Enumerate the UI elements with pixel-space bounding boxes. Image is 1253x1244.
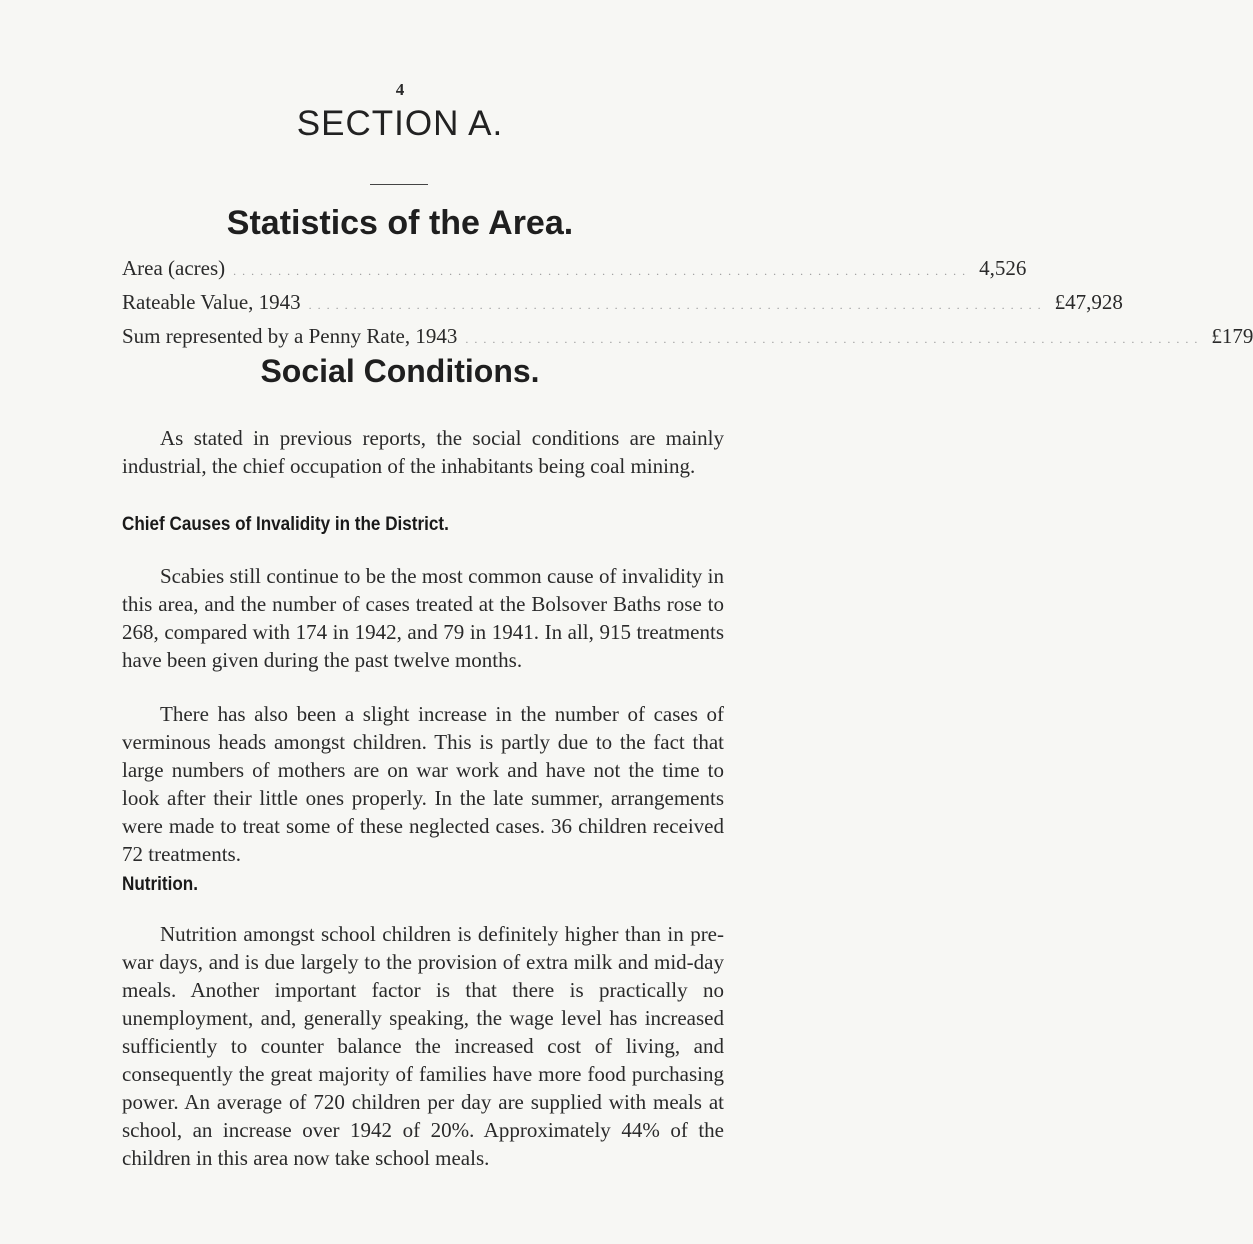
invalidity-heading: Chief Causes of Invalidity in the District. [122,514,449,535]
statistics-heading: Statistics of the Area. [226,204,574,242]
stat-row-rateable-value [122,290,1123,316]
leader-dots: .................................................................................. [308,298,1047,312]
nutrition-heading: Nutrition. [122,874,198,895]
leader-dots: .................................................................................. [465,332,1204,346]
stat-label: Sum represented by a Penny Rate, 1943 [122,324,458,348]
invalidity-paragraph-scabies: Scabies still continue to be the most common cause of invalidity in this area, and the number of cases treated at the Bolsover Baths rose to 268, compared with 174 in 1942, and 79 in 1941. In all, 915 treatments have been given during the past twelve months. [122,564,724,672]
stat-label: Rateable Value, 1943 [122,290,301,314]
section-title: SECTION A. [296,104,504,143]
stat-value: 4,526 [979,256,1027,280]
stat-row-area [122,256,1027,282]
page-number: 4 [395,80,405,99]
stat-label: Area (acres) [122,256,226,280]
nutrition-paragraph: Nutrition amongst school children is definitely higher than in pre-war days, and is due largely to the provision of extra milk and mid-day meals. Another important factor is that there is practically no unemployment, and, generally speaking, the wage level has increased sufficiently to counter balance the increased cost of living, and consequently the great majority of families have more food purchasing power. An average of 720 children per day are supplied with meals at school, an increase over 1942 of 20%. Approximately 44% of the children in this area now take school meals. [122,922,724,1170]
stat-value: £179 [1211,324,1253,348]
divider-rule [370,184,428,185]
stat-row-penny-rate [122,324,1253,350]
social-conditions-heading: Social Conditions. [260,353,540,389]
social-conditions-paragraph: As stated in previous reports, the social conditions are mainly industrial, the chief occupation of the inhabitants being coal mining. [122,426,724,478]
invalidity-paragraph-verminous: There has also been a slight increase in the number of cases of verminous heads amongst children. This is partly due to the fact that large numbers of mothers are on war work and have not the time to look after their little ones properly. In the late summer, arrangements were made to treat some of these neglected cases. 36 children received 72 treatments. [122,702,724,866]
stat-value: £47,928 [1054,290,1123,314]
leader-dots: .................................................................................. [233,264,972,278]
